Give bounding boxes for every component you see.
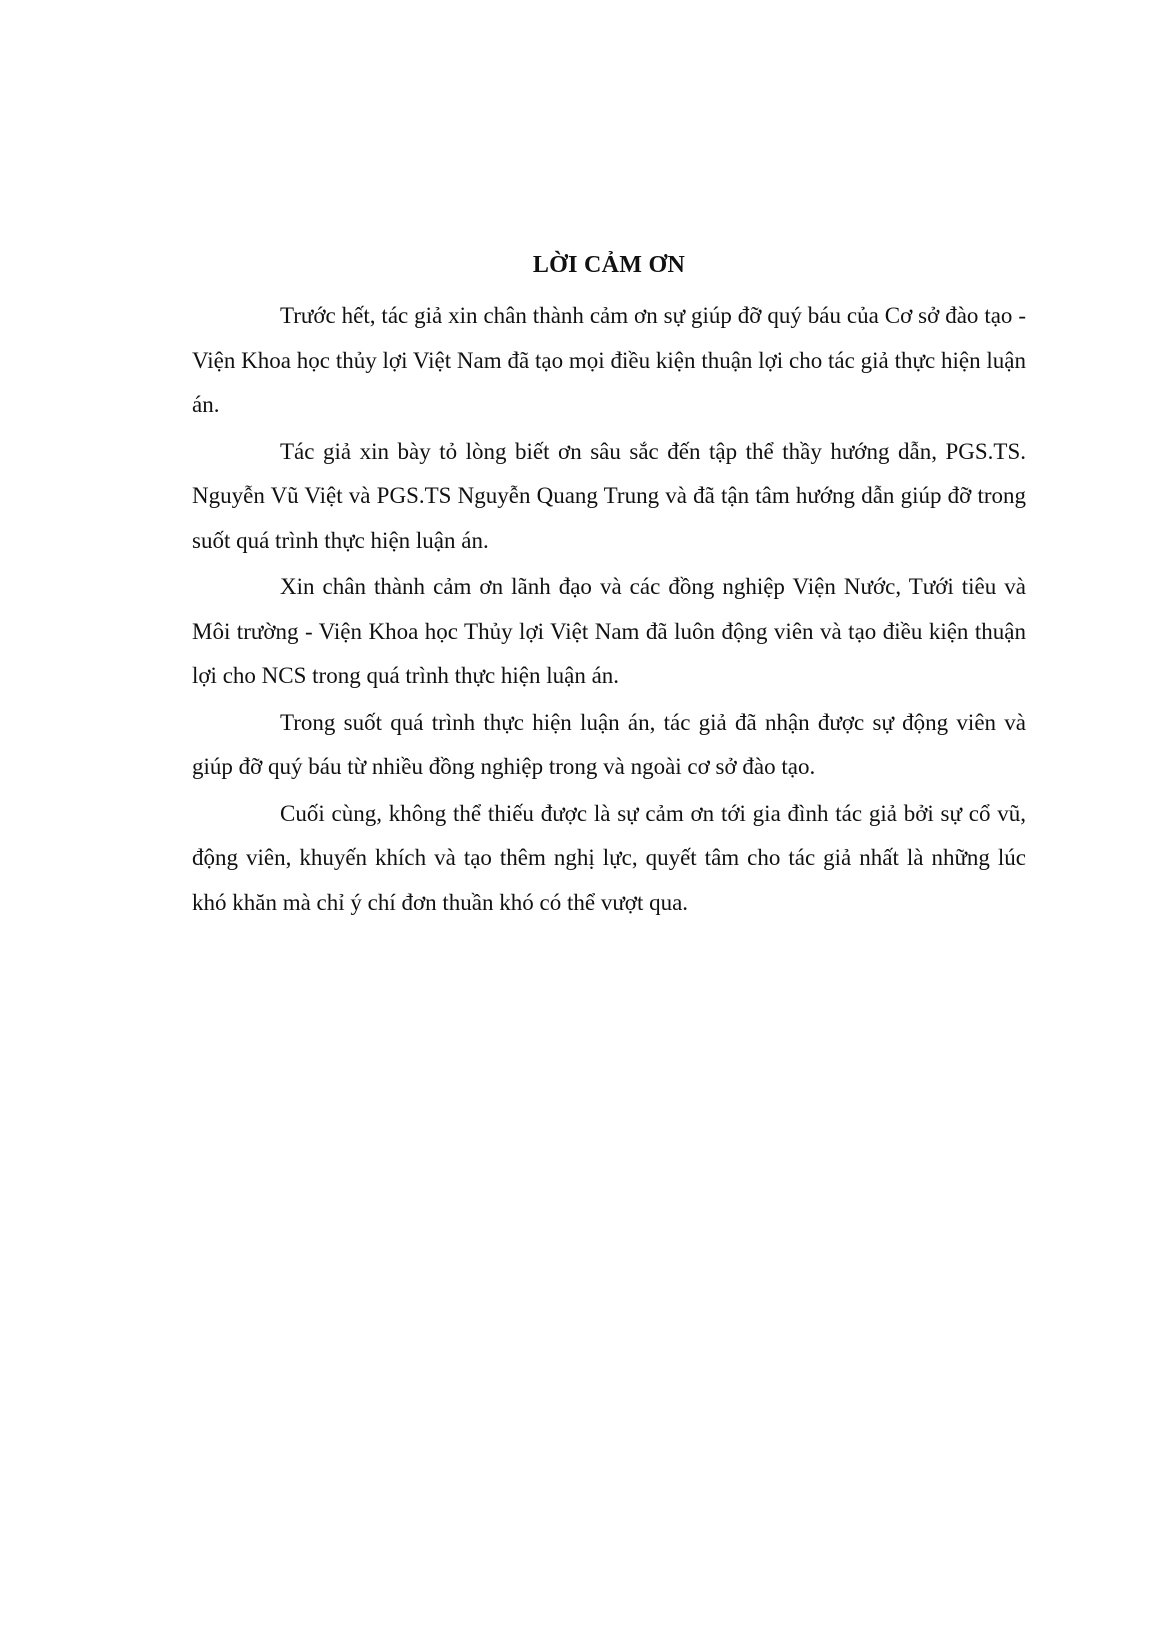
paragraph-3: Xin chân thành cảm ơn lãnh đạo và các đồng nghiệp Viện Nước, Tưới tiêu và Môi trường - Viện Khoa học Thủy lợi Việt Nam đã luôn động viên và tạo điều kiện thuận lợi cho NCS trong quá trình thực hiện luận án. xyxy=(192,574,1026,688)
paragraph-5: Cuối cùng, không thể thiếu được là sự cảm ơn tới gia đình tác giả bởi sự cổ vũ, động viên, khuyến khích và tạo thêm nghị lực, quyết tâm cho tác giả nhất là những lúc khó khăn mà chỉ ý chí đơn thuần khó có thể vượt qua. xyxy=(192,800,1026,915)
acknowledgement-section xyxy=(192,250,1026,927)
paragraph-1: Trước hết, tác giả xin chân thành cảm ơn sự giúp đỡ quý báu của Cơ sở đào tạo - Viện Khoa học thủy lợi Việt Nam đã tạo mọi điều kiện thuận lợi cho tác giả thực hiện luận án. xyxy=(192,303,1026,417)
paragraph-2: Tác giả xin bày tỏ lòng biết ơn sâu sắc đến tập thể thầy hướng dẫn, PGS.TS. Nguyễn Vũ Việt và PGS.TS Nguyễn Quang Trung và đã tận tâm hướng dẫn giúp đỡ trong suốt quá trình thực hiện luận án. xyxy=(192,438,1026,553)
paragraph-4: Trong suốt quá trình thực hiện luận án, tác giả đã nhận được sự động viên và giúp đỡ quý báu từ nhiều đồng nghiệp trong và ngoài cơ sở đào tạo. xyxy=(192,709,1026,779)
page-title: LỜI CẢM ƠN xyxy=(532,252,686,278)
